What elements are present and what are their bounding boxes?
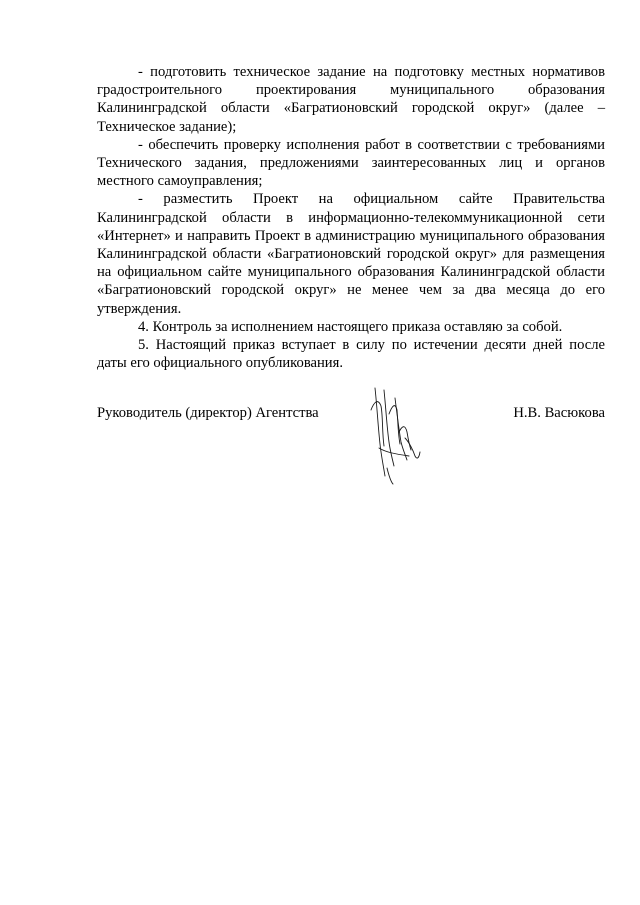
signature-block: [97, 404, 605, 494]
document-body: [97, 63, 605, 372]
paragraph-technical-task: - подготовить техническое задание на подготовку местных нормативов градостроительного проектирования муниципального образования Калининградской области «Багратионовский городской округ» (далее – Техническое задание);: [97, 64, 605, 135]
signatory-name: Н.В. Васюкова: [513, 405, 605, 421]
paragraph-effective-date: 5. Настоящий приказ вступает в силу по истечении десяти дней после даты его официального опубликования.: [97, 337, 605, 372]
handwritten-signature: [365, 380, 425, 488]
signatory-title: Руководитель (директор) Агентства: [97, 405, 319, 421]
paragraph-verify-work: - обеспечить проверку исполнения работ в соответствии с требованиями Технического задания, предложениями заинтересованных лиц и органов местного самоуправления;: [97, 136, 605, 190]
paragraph-control: 4. Контроль за исполнением настоящего приказа оставляю за собой.: [138, 318, 563, 335]
paragraph-publish-project: - разместить Проект на официальном сайте Правительства Калининградской области в информационно-телекоммуникационной сети «Интернет» и направить Проект в администрацию муниципального образования Калининградской области «Багратионовский городской округ» для размещения на официальном сайте муниципального образования Калининградской области «Багратионовский городской округ» не менее чем за два месяца до его утверждения.: [97, 191, 605, 317]
